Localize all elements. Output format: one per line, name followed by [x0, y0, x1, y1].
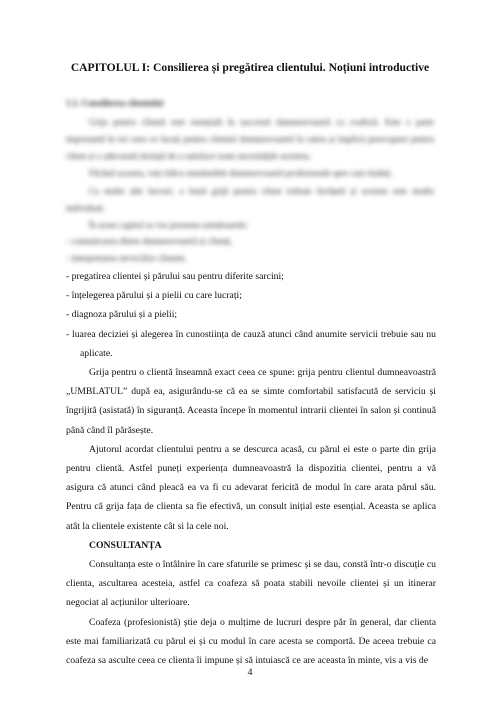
list-item: - diagnoza părului și a pielii;	[66, 309, 178, 321]
blurred-paragraph: Făcând aceasta, veți ridica standardele dumneavoastră profesionale spre care tindeți.	[89, 168, 393, 178]
page-number: 4	[247, 667, 253, 678]
blurred-paragraph: - comunicarea dintre dumneavoastră și clienți,	[66, 236, 233, 246]
consult-heading: CONSULTANȚA	[89, 539, 162, 551]
section-heading: 1.1. Consilierea clientului	[66, 98, 164, 108]
blurred-paragraph: - interpretarea serviciilor clientei,	[66, 253, 187, 263]
blurred-paragraph: Grija pentru clientă este esențială în succesul dumneavoastră ca coafeză. Este o parte importantă în tot ceea ce faceți pentru clientul dumneavoastră în salon și implică preocupare pentru client și o adevarată dorință de a satisface toate necesitățile acesteia.	[66, 117, 434, 161]
body-paragraph: Coafeza (profesionistă) știe deja o mulțime de lucruri despre păr în general, dar clienta este mai familiarizată cu părul ei și cu modul în care acesta se comportă. De aceea trebuie ca coafeza sa asculte ceea ce clienta îi impune și să intuiască ce are aceasta în minte, vis a vis de	[66, 616, 436, 667]
blurred-paragraph: În acest capitol se vor prezenta următoarele:	[89, 220, 248, 230]
body-paragraph: Grija pentru o clientă înseamnă exact ceea ce spune: grija pentru clientul dumneavoastră „UMBLATUL” după ea, asigurându-se că ea se simte comfortabil satisfacută de serviciu și îngrijită (asistată) în siguranță. Aceasta începe în momentul intrarii clientei în salon și continuă până când îl părăsește.	[66, 367, 436, 436]
blurred-paragraph: Ca multe alte lucruri, o bună grijă pentru client trebuie învățată și aceasta este studiu individual.	[66, 186, 434, 213]
body-paragraph: Consultanța este o întâlnire în care sfaturile se primesc și se dau, constă într-o discuție cu clienta, ascultarea acesteia, astfel ca coafeza să poata stabili nevoile clientei și un itinerar negociat al acțiunilor ulterioare.	[66, 559, 436, 609]
chapter-title: CAPITOLUL I: Consilierea și pregătirea clientului. Noțiuni introductive	[70, 61, 430, 74]
document-body	[66, 267, 436, 670]
list-item: - luarea deciziei și alegerea în cunostiința de cauză atunci când anumite servicii trebuie sau nu aplicate.	[66, 328, 436, 359]
list-item: - înțelegerea părului și a pielii cu care lucrați;	[66, 290, 242, 302]
list-item: - pregatirea clientei și părului sau pentru diferite sarcini;	[66, 271, 284, 282]
body-paragraph: Ajutorul acordat clientului pentru a se descurca acasă, cu părul ei este o parte din grija pentru clientă. Astfel puneți experiența dumneavoastră la dispozitia clientei, pentru a vă asigura că atunci când pleacă ea va fi cu adevarat fericită de modul în care arata părul său. Pentru că grija fața de clienta sa fie efectivă, un consult inițial este esențial. Aceasta se aplica atât la clientele existente cât si la cele noi.	[66, 443, 436, 532]
